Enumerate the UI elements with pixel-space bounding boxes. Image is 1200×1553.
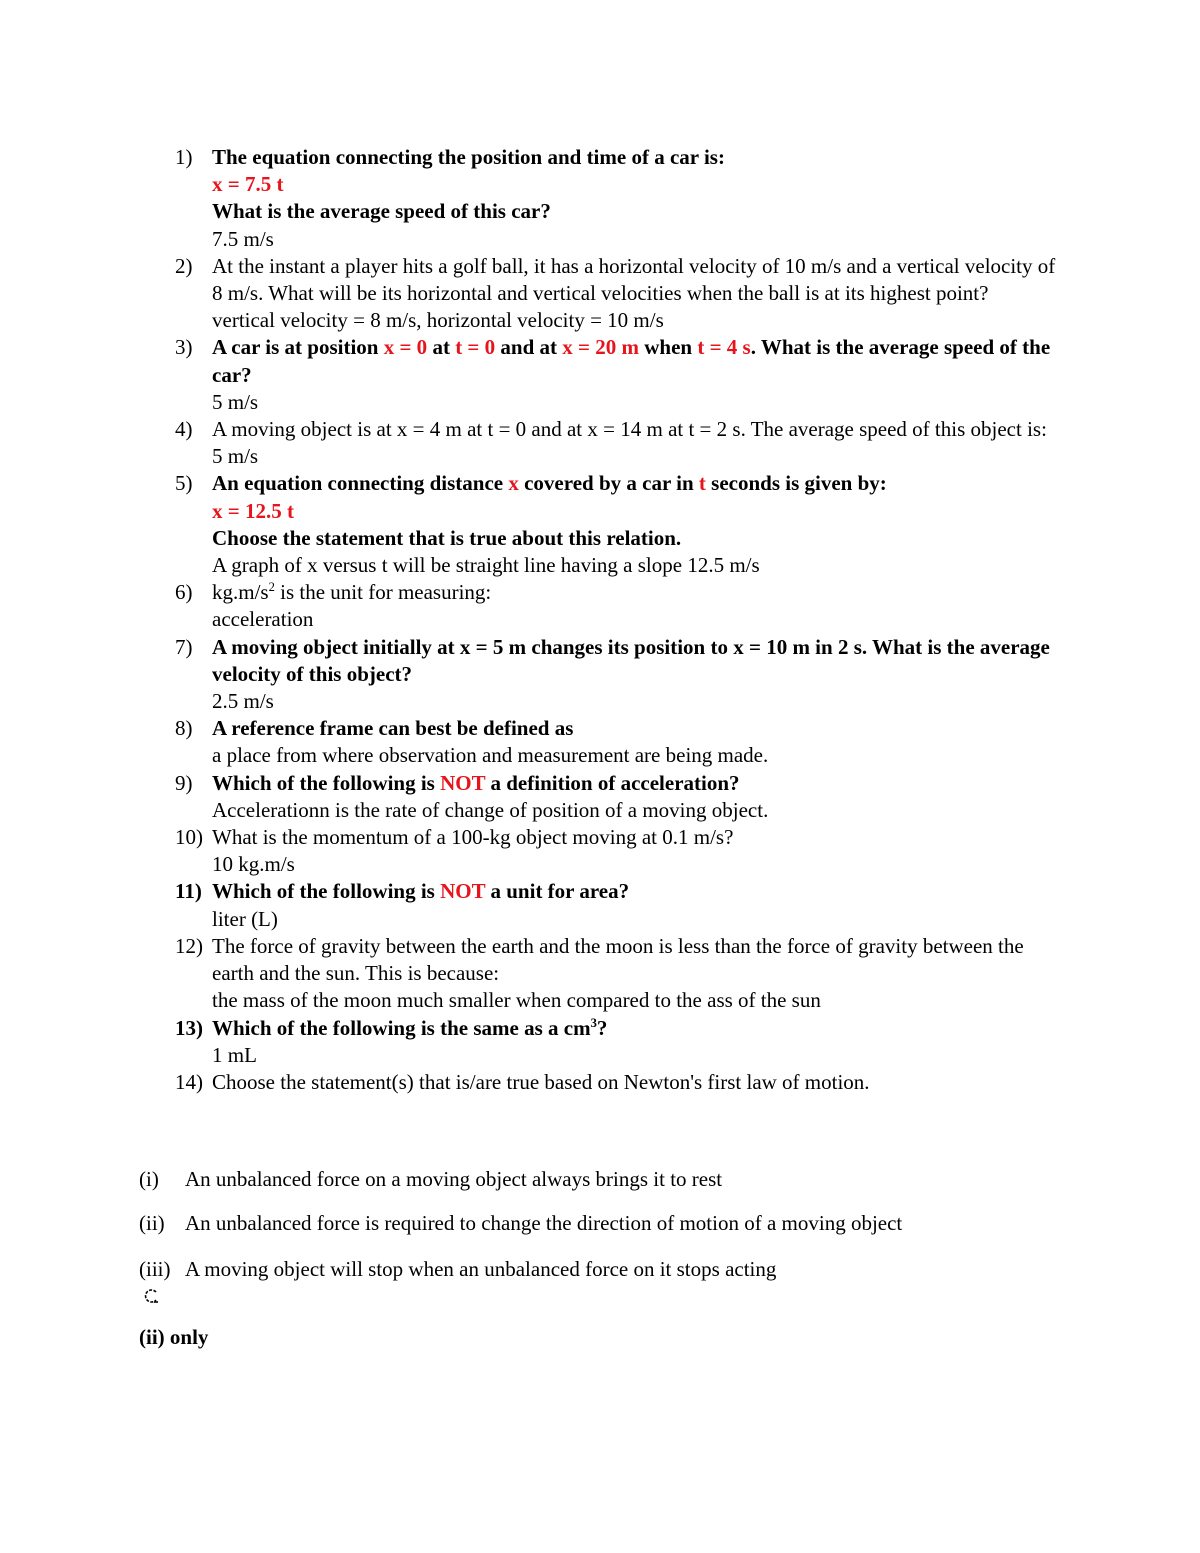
question-13	[175, 1015, 1065, 1069]
highlight-term: NOT	[440, 879, 486, 904]
question-number: 1)	[175, 145, 193, 169]
question-number: 7)	[175, 634, 193, 659]
question-9	[175, 770, 1065, 824]
question-number: 13)	[175, 1015, 203, 1040]
option-text: An unbalanced force is required to change the direction of motion of a moving object	[185, 1211, 903, 1235]
answer-text: acceleration	[212, 607, 314, 632]
question-14	[175, 1069, 1065, 1096]
answer-text: 2.5 m/s	[212, 689, 274, 714]
question-text-part: Which of the following is	[212, 770, 441, 795]
answer-text: 1 mL	[212, 1042, 257, 1067]
highlight-term: t = 0	[455, 335, 496, 360]
question-text-part: Which of the following is the same as a cm	[212, 1015, 591, 1040]
question-number: 10)	[175, 825, 203, 850]
question-8	[175, 715, 1065, 769]
question-text-part: kg.m/s	[212, 580, 269, 605]
question-4	[175, 416, 1065, 470]
highlight-term: x = 0	[383, 335, 428, 360]
highlight-term: x	[508, 471, 519, 496]
question-text: The force of gravity between the earth and the moon is less than the force of gravity between the earth and the sun. This is because:	[212, 933, 1024, 986]
question-number: 14)	[175, 1069, 203, 1094]
question-number: 9)	[175, 770, 193, 795]
question-3	[175, 334, 1065, 416]
question-text-part: Which of the following is	[212, 879, 441, 904]
question-text-part: at	[427, 335, 456, 360]
question-number: 12)	[175, 933, 203, 958]
highlight-term: t = 4 s	[697, 335, 751, 360]
question-number: 11)	[175, 879, 202, 904]
question-text	[212, 470, 1065, 497]
question-text-part: and at	[495, 335, 563, 360]
answer-text: a place from where observation and measurement are being made.	[212, 743, 769, 768]
question-number: 3)	[175, 335, 193, 360]
highlight-term: t	[698, 471, 706, 496]
final-answer: (ii) only	[139, 1325, 209, 1349]
question-text	[212, 334, 1065, 388]
question-text: A reference frame can best be defined as	[212, 716, 574, 741]
question-text: Choose the statement that is true about this relation.	[212, 525, 682, 550]
question-text: Choose the statement(s) that is/are true based on Newton's first law of motion.	[212, 1069, 870, 1094]
answer-marker-icon	[143, 1288, 159, 1304]
question-text-part: ?	[596, 1015, 608, 1040]
option-text: A moving object will stop when an unbalanced force on it stops acting	[185, 1257, 777, 1281]
question-6	[175, 579, 1065, 633]
question-text	[212, 878, 1065, 905]
option-number: (ii)	[139, 1211, 165, 1235]
superscript: 2	[268, 580, 275, 595]
question-5	[175, 470, 1065, 579]
answer-text: Accelerationn is the rate of change of position of a moving object.	[212, 797, 769, 822]
answer-text: 5 m/s	[212, 444, 259, 469]
answer-text: vertical velocity = 8 m/s, horizontal velocity = 10 m/s	[212, 308, 664, 333]
question-text: What is the momentum of a 100-kg object moving at 0.1 m/s?	[212, 825, 734, 850]
question-number: 6)	[175, 580, 193, 605]
question-number: 2)	[175, 253, 193, 278]
answer-text: 5 m/s	[212, 389, 259, 414]
question-text-part: seconds is given by:	[705, 471, 887, 496]
answer-text: the mass of the moon much smaller when compared to the ass of the sun	[212, 988, 821, 1013]
question-12	[175, 933, 1065, 1015]
option-ii	[139, 1210, 902, 1237]
equation: x = 7.5 t	[212, 172, 284, 197]
question-number: 8)	[175, 716, 193, 741]
question-10	[175, 824, 1065, 878]
question-text: The equation connecting the position and time of a car is:	[212, 145, 725, 169]
highlight-term: x = 20 m	[562, 335, 639, 360]
question-text	[212, 770, 1065, 797]
question-text-part: An equation connecting distance	[212, 471, 509, 496]
option-number: (iii)	[139, 1257, 171, 1281]
question-text-part: a unit for area?	[485, 879, 630, 904]
option-text: An unbalanced force on a moving object always brings it to rest	[185, 1167, 723, 1191]
question-11	[175, 878, 1065, 932]
highlight-term: NOT	[440, 770, 486, 795]
question-list	[175, 144, 1065, 1096]
question-text: At the instant a player hits a golf ball, it has a horizontal velocity of 10 m/s and a vertical velocity of 8 m/s. What will be its horizontal and vertical velocities when the ball is at its highest point?	[212, 253, 1056, 306]
option-iii	[139, 1256, 776, 1283]
equation: x = 12.5 t	[212, 498, 294, 523]
question-text	[212, 1015, 1065, 1042]
question-7	[175, 634, 1065, 716]
question-text-part: a definition of acceleration?	[485, 770, 740, 795]
answer-text: A graph of x versus t will be straight line having a slope 12.5 m/s	[212, 553, 760, 578]
question-text	[212, 579, 1065, 606]
question-number: 5)	[175, 471, 193, 496]
question-text-part: covered by a car in	[518, 471, 699, 496]
question-text: What is the average speed of this car?	[212, 199, 551, 224]
question-text-part: . What is the average speed of the car?	[212, 335, 1051, 387]
question-2	[175, 253, 1065, 335]
answer-text: 10 kg.m/s	[212, 852, 295, 877]
answer-text: 7.5 m/s	[212, 226, 274, 251]
question-text: A moving object initially at x = 5 m changes its position to x = 10 m in 2 s. What is the average velocity of this object?	[212, 634, 1050, 686]
question-text-part: is the unit for measuring:	[274, 580, 492, 605]
question-1	[175, 144, 1065, 253]
question-number: 4)	[175, 417, 193, 442]
answer-text: liter (L)	[212, 906, 278, 931]
question-text: A moving object is at x = 4 m at t = 0 and at x = 14 m at t = 2 s. The average speed of this object is:	[212, 417, 1047, 442]
question-text-part: when	[638, 335, 698, 360]
option-i	[139, 1166, 722, 1193]
question-text-part: A car is at position	[212, 335, 384, 360]
superscript: 3	[590, 1015, 597, 1030]
option-number: (i)	[139, 1167, 159, 1191]
